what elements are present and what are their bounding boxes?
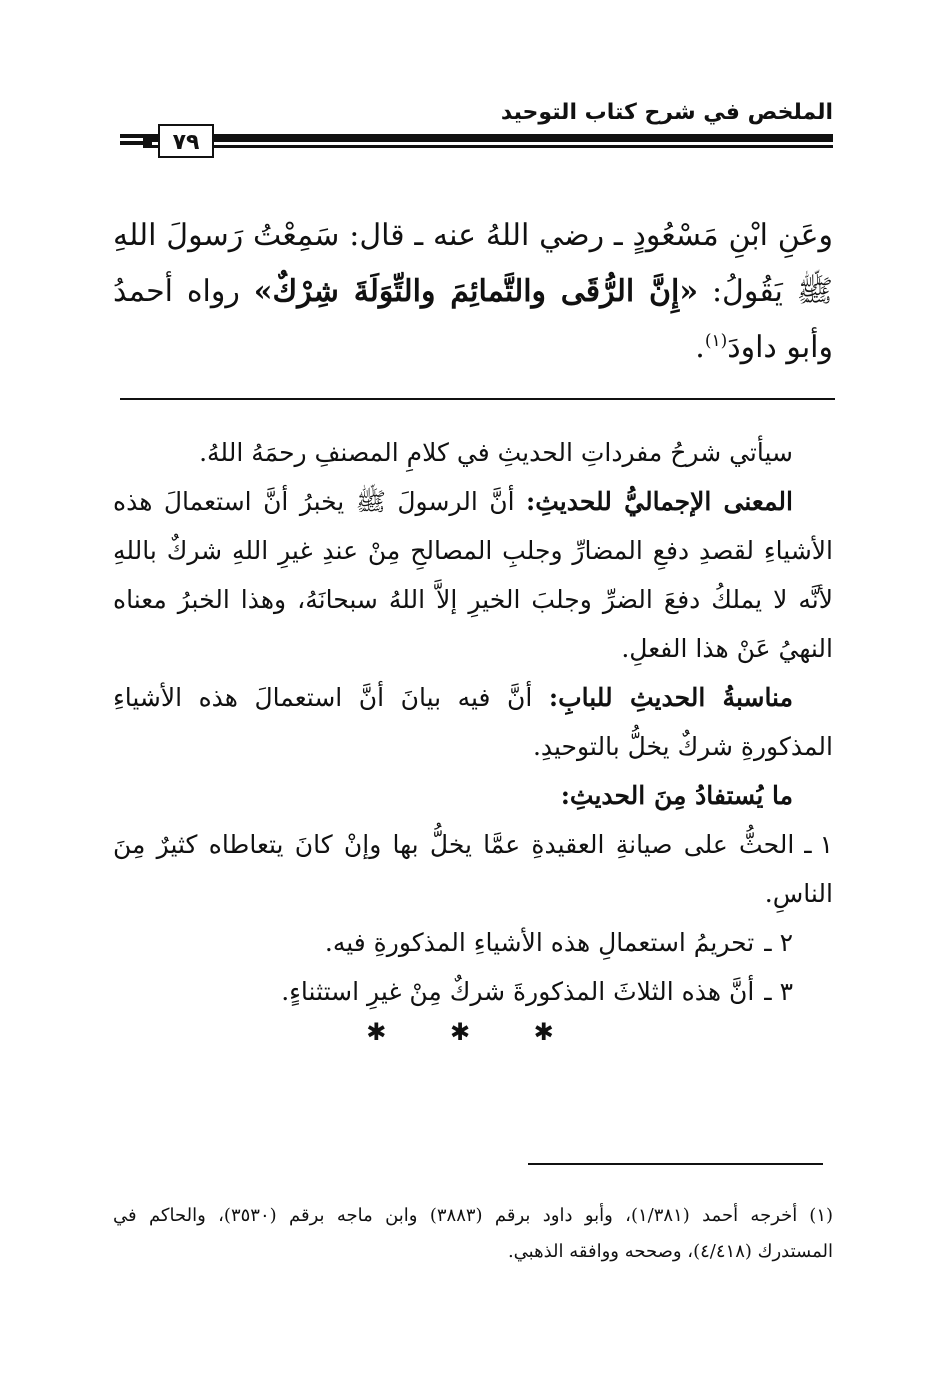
vocab-note: سيأتي شرحُ مفرداتِ الحديثِ في كلامِ المصنفِ رحمَهُ اللهُ.	[199, 438, 793, 467]
section-end-ornament: ✱ ✱ ✱	[366, 1018, 582, 1046]
list-item	[113, 918, 833, 967]
summary-paragraph	[113, 477, 833, 673]
list-item-text: الحثُّ على صيانةِ العقيدةِ عمَّا يخلُّ بها وإنْ كانَ يتعاطاه كثيرٌ مِنَ الناسِ.	[113, 830, 833, 908]
list-item	[113, 820, 833, 918]
hadith-text	[113, 208, 833, 376]
relevance-heading: مناسبةُ الحديثِ للبابِ:	[548, 683, 793, 712]
footnote-number: (١)	[809, 1205, 834, 1226]
hadith-quote: «إِنَّ الرُّقَى والتَّمائِمَ والتِّوَلَةَ شِرْكٌ»	[253, 274, 699, 309]
hadith-intro: وعَنِ ابْنِ مَسْعُودٍ ـ رضي اللهُ عنه ـ قال: سَمِعْتُ رَسولَ اللهِ ﷺ يَقُولُ:	[113, 218, 833, 309]
header-rule	[143, 134, 833, 148]
list-item-text: تحريمُ استعمالِ هذه الأشياءِ المذكورةِ فيه.	[324, 928, 755, 957]
relevance-text: أنَّ فيه بيانَ أنَّ استعمالَ هذه الأشياءِ المذكورةِ شركٌ يخلُّ بالتوحيدِ.	[113, 683, 833, 761]
summary-text: أنَّ الرسولَ ﷺ يخبرُ أنَّ استعمالَ هذه الأشياءِ لقصدِ دفعِ المضارِّ وجلبِ المصالحِ مِنْ عندِ غيرِ اللهِ شركٌ باللهِ لأنَّه لا يملكُ دفعَ الضرِّ وجلبَ الخيرِ إلاَّ اللهُ سبحانَهُ، وهذا الخبرُ معناه النهيُ عَنْ هذا الفعلِ.	[113, 487, 833, 663]
benefits-heading: ما يُستفادُ مِنَ الحديثِ:	[560, 781, 793, 810]
running-header-title: الملخص في شرح كتاب التوحيد	[500, 100, 833, 125]
summary-heading: المعنى الإجماليُّ للحديثِ:	[526, 487, 793, 516]
section-divider	[120, 398, 835, 400]
footnotes	[113, 1198, 833, 1270]
footnote-divider	[528, 1163, 823, 1165]
footnote-text: أخرجه أحمد (١/٣٨١)، وأبو داود برقم (٣٨٨٣) وابن ماجه برقم (٣٥٣٠)، والحاكم في المستدرك (٤/٤١٨)، وصححه ووافقه الذهبي.	[113, 1205, 833, 1262]
footnote-reference: (١)	[704, 331, 728, 351]
hadith-attribution: رواه أحمدُ وأبو داودَ	[113, 274, 833, 365]
list-item-number: ٣ ـ	[764, 977, 793, 1006]
benefits-list	[113, 820, 833, 1016]
benefits-heading-row	[113, 771, 833, 820]
commentary	[113, 428, 833, 1016]
list-item-text: أنَّ هذه الثلاثَ المذكورةَ شركٌ مِنْ غيرِ استثناءٍ.	[281, 977, 755, 1006]
header-ornament	[120, 134, 152, 148]
page-number: ٧٩	[158, 124, 214, 158]
relevance-paragraph	[113, 673, 833, 771]
list-item-number: ١ ـ	[804, 830, 833, 859]
footnote	[113, 1198, 833, 1270]
list-item-number: ٢ ـ	[764, 928, 793, 957]
list-item	[113, 967, 833, 1016]
hadith-end: .	[695, 330, 705, 365]
